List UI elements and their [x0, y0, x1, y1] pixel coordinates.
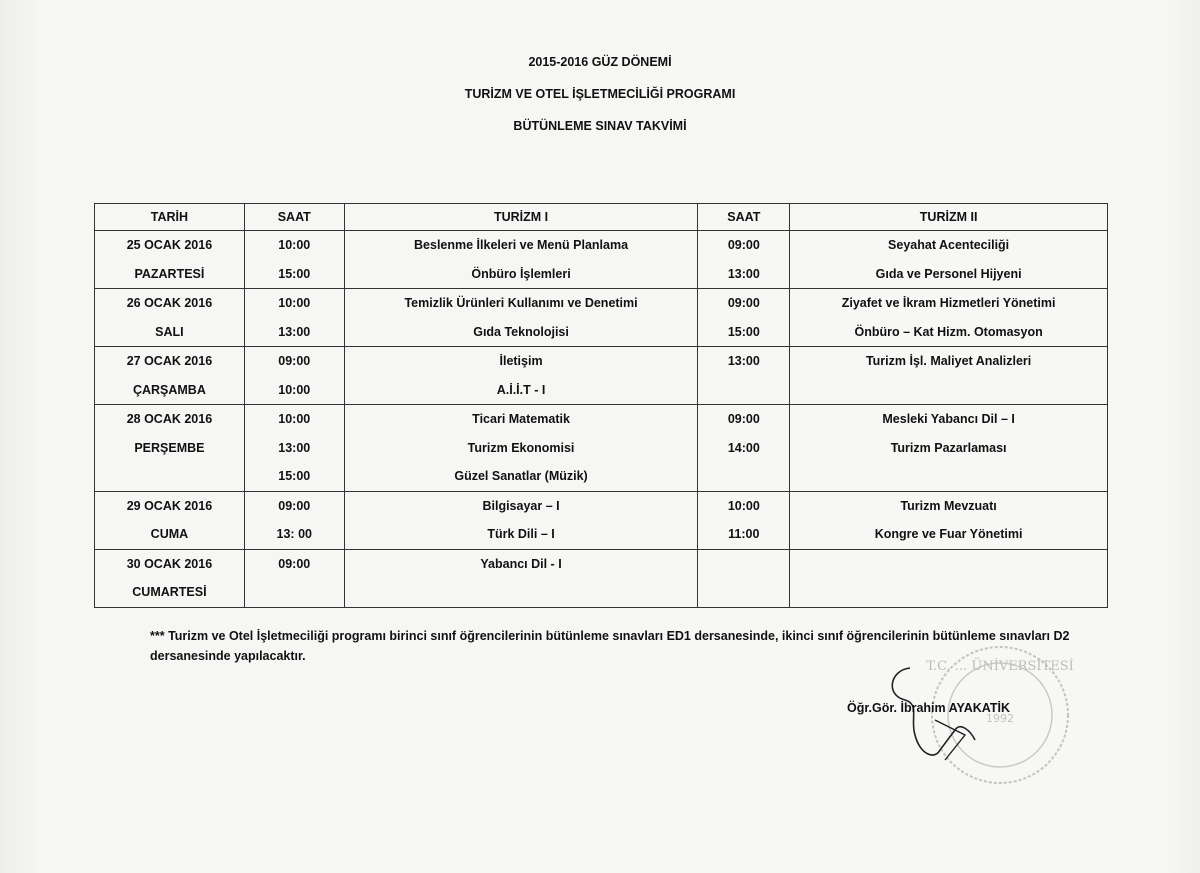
- stamp-year: 1992: [986, 712, 1014, 725]
- cell-line: Önbüro – Kat Hizm. Otomasyon: [854, 324, 1043, 339]
- table-row: [95, 347, 1108, 405]
- turizm-1-cell: [344, 231, 698, 289]
- cell-line: 09:00: [278, 354, 311, 368]
- cell-line: 26 OCAK 2016: [126, 296, 213, 310]
- cell-line: Ticari Matematik: [472, 412, 570, 426]
- cell-line: [790, 578, 1107, 607]
- cell-line: Bilgisayar – I: [482, 498, 560, 513]
- turizm-1-cell: [344, 347, 698, 405]
- cell-line: Turizm Mevzuatı: [900, 498, 997, 513]
- cell-line: 09:00: [727, 296, 760, 310]
- cell-line: Güzel Sanatlar (Müzik): [454, 469, 588, 483]
- footnote: *** Turizm ve Otel İşletmeciliği programı birinci sınıf öğrencilerinin bütünleme sınavları ED1 dersanesinde, ikinci sınıf öğrencilerinin bütünleme sınavları D2 dersanesinde yapılacaktır.: [150, 629, 1070, 663]
- cell-line: 25 OCAK 2016: [126, 238, 213, 252]
- cell-line: [790, 376, 1107, 405]
- cell-line: PAZARTESİ: [134, 266, 205, 281]
- cell-line: Turizm Pazarlaması: [890, 440, 1007, 455]
- cell-line: CUMARTESİ: [132, 585, 207, 599]
- time-1-cell: [244, 347, 344, 405]
- cell-line: 10:00: [278, 296, 311, 310]
- date-cell: [95, 231, 245, 289]
- cell-line: 27 OCAK 2016: [126, 354, 213, 368]
- turizm-1-cell: [344, 549, 698, 607]
- cell-line: 15:00: [278, 266, 311, 281]
- column-header-date: TARİH: [95, 204, 245, 231]
- table-header-row: [95, 204, 1108, 231]
- turizm-1-cell: [344, 491, 698, 549]
- time-2-cell: [698, 405, 790, 492]
- cell-line: [698, 462, 789, 491]
- cell-line: Turizm İşl. Maliyet Analizleri: [865, 354, 1032, 368]
- cell-line: 10:00: [278, 238, 311, 252]
- cell-line: 13:00: [278, 440, 311, 455]
- cell-line: [698, 578, 789, 607]
- turizm-2-cell: [790, 491, 1108, 549]
- cell-line: 09:00: [727, 412, 760, 426]
- cell-line: Turizm Ekonomisi: [467, 440, 575, 455]
- exam-schedule-table: [94, 203, 1108, 608]
- turizm-2-cell: [790, 549, 1108, 607]
- cell-line: 10:00: [278, 382, 311, 397]
- time-1-cell: [244, 231, 344, 289]
- time-1-cell: [244, 289, 344, 347]
- turizm-2-cell: [790, 347, 1108, 405]
- column-header-turizm-1: TURİZM I: [344, 204, 698, 231]
- cell-line: Yabancı Dil - I: [480, 556, 562, 571]
- cell-line: [345, 578, 698, 607]
- table-row: [95, 289, 1108, 347]
- time-2-cell: [698, 231, 790, 289]
- cell-line: Mesleki Yabancı Dil – I: [882, 412, 1015, 426]
- cell-line: 11:00: [728, 527, 760, 541]
- turizm-2-cell: [790, 231, 1108, 289]
- cell-line: [698, 550, 789, 579]
- time-2-cell: [698, 491, 790, 549]
- cell-line: A.İ.İ.T - I: [496, 382, 546, 397]
- cell-line: 13:00: [727, 266, 760, 281]
- cell-line: 30 OCAK 2016: [126, 556, 213, 571]
- cell-line: 10:00: [278, 412, 311, 426]
- column-header-time-2: SAAT: [698, 204, 790, 231]
- cell-line: 29 OCAK 2016: [126, 498, 213, 513]
- time-2-cell: [698, 549, 790, 607]
- schedule-title: BÜTÜNLEME SINAV TAKVİMİ: [513, 119, 687, 133]
- cell-line: ÇARŞAMBA: [132, 382, 206, 397]
- cell-line: 09:00: [727, 238, 760, 252]
- turizm-1-cell: [344, 405, 698, 492]
- cell-line: 13:00: [727, 354, 760, 368]
- turizm-2-cell: [790, 405, 1108, 492]
- signer-name: Öğr.Gör. İbrahim AYAKATİK: [847, 701, 1011, 715]
- date-cell: [95, 549, 245, 607]
- document-header: [0, 55, 1200, 151]
- cell-line: Seyahat Acenteciliği: [888, 238, 1010, 252]
- column-header-turizm-2: TURİZM II: [790, 204, 1108, 231]
- cell-line: Gıda Teknolojisi: [473, 324, 569, 339]
- cell-line: 15:00: [278, 469, 311, 483]
- time-1-cell: [244, 491, 344, 549]
- cell-line: 10:00: [727, 498, 760, 513]
- cell-line: SALI: [155, 324, 184, 339]
- cell-line: CUMA: [150, 527, 189, 541]
- time-1-cell: [244, 405, 344, 492]
- schedule-body: [95, 231, 1108, 608]
- cell-line: İletişim: [499, 354, 543, 368]
- cell-line: Ziyafet ve İkram Hizmetleri Yönetimi: [841, 296, 1056, 310]
- cell-line: [790, 462, 1107, 491]
- cell-line: Temizlik Ürünleri Kullanımı ve Denetimi: [404, 296, 638, 310]
- date-cell: [95, 491, 245, 549]
- table-row: [95, 549, 1108, 607]
- cell-line: 15:00: [727, 324, 760, 339]
- cell-line: [95, 462, 244, 491]
- table-row: [95, 405, 1108, 492]
- cell-line: 09:00: [278, 498, 311, 513]
- time-1-cell: [244, 549, 344, 607]
- column-header-time-1: SAAT: [244, 204, 344, 231]
- cell-line: 13:00: [278, 324, 311, 339]
- date-cell: [95, 405, 245, 492]
- program-title: TURİZM VE OTEL İŞLETMECİLİĞİ PROGRAMI: [464, 87, 736, 101]
- term-title: 2015-2016 GÜZ DÖNEMİ: [528, 55, 672, 69]
- cell-line: Kongre ve Fuar Yönetimi: [874, 527, 1023, 541]
- turizm-2-cell: [790, 289, 1108, 347]
- cell-line: Beslenme İlkeleri ve Menü Planlama: [414, 238, 629, 252]
- table-row: [95, 231, 1108, 289]
- stamp-emblem-text: T.C. ... ÜNİVERSİTESİ: [926, 659, 1074, 674]
- date-cell: [95, 347, 245, 405]
- table-row: [95, 491, 1108, 549]
- cell-line: [790, 550, 1107, 579]
- time-2-cell: [698, 347, 790, 405]
- cell-line: 14:00: [727, 440, 760, 455]
- cell-line: Önbüro İşlemleri: [471, 266, 571, 281]
- time-2-cell: [698, 289, 790, 347]
- date-cell: [95, 289, 245, 347]
- cell-line: 09:00: [278, 556, 311, 571]
- cell-line: 28 OCAK 2016: [126, 412, 213, 426]
- handwritten-signature: [880, 660, 1000, 770]
- cell-line: Gıda ve Personel Hijyeni: [875, 266, 1022, 281]
- cell-line: [245, 578, 344, 607]
- cell-line: Türk Dili – I: [487, 527, 555, 541]
- turizm-1-cell: [344, 289, 698, 347]
- cell-line: PERŞEMBE: [134, 440, 205, 455]
- cell-line: [698, 376, 789, 405]
- cell-line: 13: 00: [276, 527, 312, 541]
